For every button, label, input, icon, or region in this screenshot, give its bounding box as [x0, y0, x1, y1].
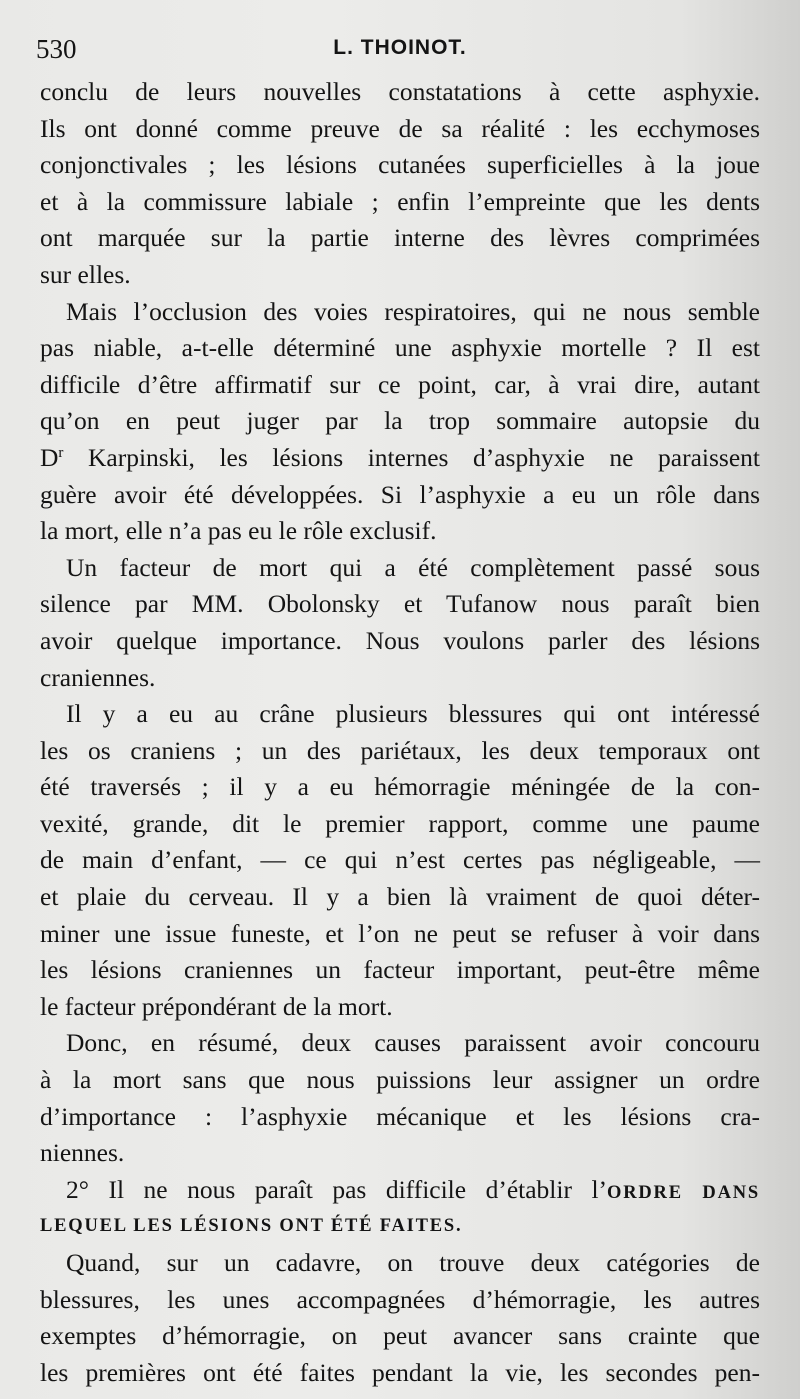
running-head: L. THOINOT. [333, 36, 467, 59]
text-line-rest: Karpinski, les lésions internes d’asphyxie ne paraissent [63, 442, 760, 472]
paragraph-start: Quand, sur un cadavre, on trouve deux catégories de [66, 1248, 760, 1277]
text-line: avoir quelque importance. Nous voulons parler des lésions [40, 625, 760, 655]
text-line: qu’on en peut juger par la trop sommaire autopsie du [40, 406, 760, 436]
text-line: été traversés ; il y a eu hémorragie méningée de la con- [40, 772, 760, 802]
small-caps-heading: ORDRE DANS [607, 1182, 760, 1203]
superscript-r: r [58, 444, 64, 461]
text-line: vexité, grande, dit le premier rapport, comme une paume [40, 808, 760, 838]
body-text [40, 74, 760, 1391]
text-line: la mort, elle n’a pas eu le rôle exclusif. [40, 516, 437, 546]
page-header [0, 30, 800, 70]
text-line: blessures, les unes accompagnées d’hémorragie, les autres [40, 1284, 760, 1314]
text-line: les lésions craniennes un facteur important, peut-être même [40, 955, 760, 985]
text-line: niennes. [40, 1138, 125, 1168]
text-line: le facteur prépondérant de la mort. [40, 991, 393, 1021]
text-line: sur elles. [40, 259, 131, 289]
text-line: de main d’enfant, — ce qui n’est certes pas négligeable, — [40, 845, 760, 875]
text-line: et plaie du cerveau. Il y a bien là vraiment de quoi déter- [40, 882, 760, 912]
text-line [40, 440, 760, 477]
paragraph-start: Il y a eu au crâne plusieurs blessures qui ont intéressé [66, 699, 760, 729]
text-line: Ils ont donné comme preuve de sa réalité : les ecchymoses [40, 113, 760, 143]
text-line: les premières ont été faites pendant la vie, les secondes pen- [40, 1357, 760, 1387]
paragraph-start: Donc, en résumé, deux causes paraissent avoir concouru [66, 1028, 760, 1058]
text-line: d’importance : l’asphyxie mécanique et les lésions cra- [40, 1101, 760, 1131]
text-line: silence par MM. Obolonsky et Tufanow nous paraît bien [40, 589, 760, 619]
text-line-prefix: 2° Il ne nous paraît pas difficile d’établir l’ [66, 1174, 608, 1204]
text-line: à la mort sans que nous puissions leur assigner un ordre [40, 1065, 760, 1095]
page-number: 530 [36, 34, 77, 64]
text-line: craniennes. [40, 662, 156, 692]
text-line: pas niable, a-t-elle déterminé une asphyxie mortelle ? Il est [40, 333, 760, 363]
text-line: et à la commissure labiale ; enfin l’empreinte que les dents [40, 186, 760, 216]
paragraph-start: Un facteur de mort qui a été complètement passé sous [66, 552, 760, 582]
text-line: miner une issue funeste, et l’on ne peut se refuser à voir dans [40, 918, 760, 948]
text-line: les os craniens ; un des pariétaux, les deux temporaux ont [40, 735, 760, 765]
text-line: exemptes d’hémorragie, on peut avancer sans crainte que [40, 1321, 760, 1351]
abbreviation-dr: D [40, 442, 59, 472]
text-line: guère avoir été développées. Si l’asphyxie a eu un rôle dans [40, 479, 760, 509]
text-line: conjonctivales ; les lésions cutanées superficielles à la joue [40, 150, 760, 180]
text-line: ont marquée sur la partie interne des lèvres comprimées [40, 223, 760, 253]
text-line: conclu de leurs nouvelles constatations à cette asphyxie. [40, 77, 760, 106]
text-line: difficile d’être affirmatif sur ce point, car, à vrai dire, autant [40, 369, 760, 399]
section-heading-start [40, 1172, 760, 1209]
paragraph-start: Mais l’occlusion des voies respiratoires, qui ne nous semble [66, 296, 760, 326]
small-caps-heading: LEQUEL LES LÉSIONS ONT ÉTÉ FAITES. [40, 1216, 463, 1237]
